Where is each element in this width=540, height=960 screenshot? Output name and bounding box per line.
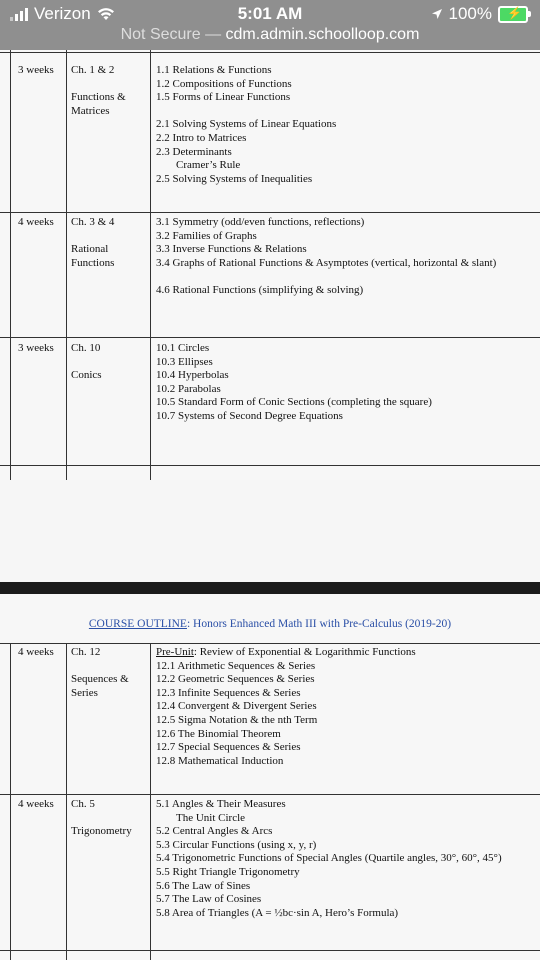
pre-unit-item [156, 646, 416, 660]
chapter-name: Series [71, 686, 98, 699]
table-rule [150, 643, 151, 960]
row-4-topics [156, 646, 416, 768]
not-secure-label: Not Secure — [120, 26, 222, 43]
topic-item: 3.4 Graphs of Rational Functions & Asymptotes (vertical, horizontal & slant) [156, 256, 497, 269]
topic-item: 3.3 Inverse Functions & Relations [156, 243, 307, 256]
chapter-number: Ch. 12 [71, 646, 101, 658]
row-5-topics [156, 798, 502, 920]
topic-item: 12.1 Arithmetic Sequences & Series [156, 659, 316, 672]
chapter-number: Ch. 5 [71, 798, 95, 810]
topic-item: 4.6 Rational Functions (simplifying & solving) [156, 283, 364, 296]
row-4-chapter [71, 646, 129, 700]
table-rule [66, 643, 67, 960]
topic-item: 12.4 Convergent & Divergent Series [156, 700, 317, 713]
topic-item: 5.2 Central Angles & Arcs [156, 825, 273, 838]
topic-item: 5.4 Trigonometric Functions of Special Angles (Quartile angles, 30°, 60°, 45°) [156, 852, 502, 865]
row-3-topics [156, 342, 432, 424]
topic-item: 3.2 Families of Graphs [156, 229, 257, 242]
chapter-name: Conics [71, 369, 102, 382]
table-rule [0, 950, 540, 951]
topic-item: 12.3 Infinite Sequences & Series [156, 686, 301, 699]
topic-item: The Unit Circle [176, 811, 246, 824]
table-rule [66, 50, 67, 480]
course-outline-label: COURSE OUTLINE [88, 618, 187, 630]
chapter-name: Trigonometry [71, 825, 132, 838]
table-rule [10, 643, 11, 960]
topic-item: 10.2 Parabolas [156, 382, 221, 395]
carrier-label: Verizon [34, 4, 91, 23]
battery-icon: ⚡ [498, 6, 528, 23]
chapter-number: Ch. 3 & 4 [71, 216, 115, 228]
row-3-chapter [71, 342, 102, 383]
page-break [0, 582, 540, 594]
battery-percent: 100% [448, 4, 492, 23]
chapter-number: Ch. 10 [71, 342, 101, 354]
topic-item: 10.5 Standard Form of Conic Sections (completing the square) [156, 396, 432, 409]
topic-item: 12.8 Mathematical Induction [156, 754, 284, 767]
topic-item: 3.1 Symmetry (odd/even functions, reflections) [156, 216, 365, 228]
topic-item: 2.5 Solving Systems of Inequalities [156, 172, 313, 185]
topic-item: Cramer’s Rule [176, 159, 241, 172]
topic-item: 12.5 Sigma Notation & the nth Term [156, 713, 318, 726]
pre-unit-text: : Review of Exponential & Logarithmic Functions [193, 646, 416, 658]
row-4-duration: 4 weeks [18, 646, 54, 658]
topic-item: 12.7 Special Sequences & Series [156, 741, 301, 754]
row-5-duration: 4 weeks [18, 798, 54, 810]
location-arrow-icon [431, 8, 443, 20]
clock: 5:01 AM [237, 4, 303, 23]
topic-item: 5.5 Right Triangle Trigonometry [156, 865, 300, 878]
topic-item: 5.3 Circular Functions (using x, y, r) [156, 838, 317, 851]
topic-item: 5.8 Area of Triangles (A = ½bc·sin A, Hero’s Formula) [156, 906, 399, 919]
chapter-name: Sequences & [71, 673, 129, 686]
row-5-chapter [71, 798, 132, 839]
topic-item: 12.2 Geometric Sequences & Series [156, 673, 315, 686]
topic-item: 1.2 Compositions of Functions [156, 77, 292, 90]
url-host: cdm.admin.schoolloop.com [225, 26, 420, 43]
chapter-name: Functions & [71, 91, 126, 104]
topic-item: 5.7 The Law of Cosines [156, 893, 262, 906]
chapter-name: Rational [71, 243, 109, 256]
row-3-duration: 3 weeks [18, 342, 54, 354]
table-rule [0, 794, 540, 795]
topic-item: 2.3 Determinants [156, 145, 232, 158]
course-outline-name: : Honors Enhanced Math III with Pre-Calculus (2019-20) [186, 618, 452, 630]
table-rule [0, 465, 540, 466]
table-rule [150, 50, 151, 480]
status-bar [0, 0, 540, 50]
row-1-topics [156, 64, 336, 186]
table-rule [0, 643, 540, 644]
topic-item: 10.3 Ellipses [156, 355, 213, 368]
row-2-duration: 4 weeks [18, 216, 54, 228]
topic-item: 10.7 Systems of Second Degree Equations [156, 409, 343, 422]
row-1-duration: 3 weeks [18, 64, 54, 76]
row-2-chapter [71, 216, 114, 270]
topic-item: 12.6 The Binomial Theorem [156, 727, 281, 740]
topic-item: 2.2 Intro to Matrices [156, 131, 247, 144]
table-rule [0, 212, 540, 213]
table-rule [0, 337, 540, 338]
topic-item: 5.1 Angles & Their Measures [156, 798, 286, 810]
chapter-name: Matrices [71, 104, 110, 117]
topic-item: 10.1 Circles [156, 342, 210, 354]
course-outline-title [0, 618, 540, 630]
topic-item: 1.1 Relations & Functions [156, 64, 272, 76]
topic-item: 1.5 Forms of Linear Functions [156, 91, 291, 104]
table-rule [0, 52, 540, 53]
table-rule [10, 50, 11, 480]
topic-item: 2.1 Solving Systems of Linear Equations [156, 118, 337, 131]
row-2-topics [156, 216, 496, 298]
topic-item: 5.6 The Law of Sines [156, 879, 251, 892]
topic-item: 10.4 Hyperbolas [156, 369, 229, 382]
row-1-chapter [71, 64, 126, 118]
chapter-name: Functions [71, 256, 115, 269]
address-bar[interactable] [0, 26, 540, 44]
pre-unit-label: Pre-Unit [156, 646, 194, 658]
chapter-number: Ch. 1 & 2 [71, 64, 115, 76]
